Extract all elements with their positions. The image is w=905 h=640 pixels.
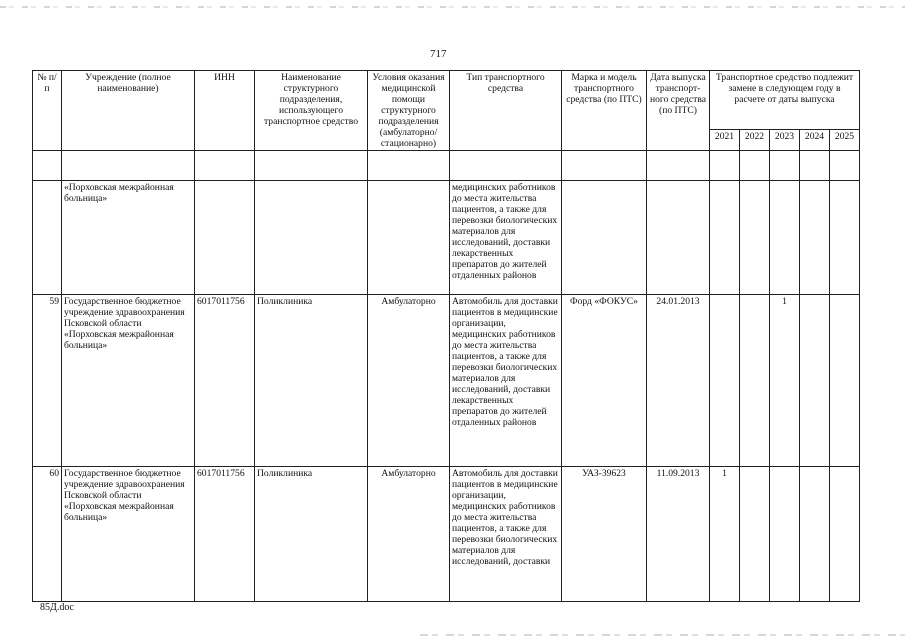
row-mark-2023: 1 [770,295,800,467]
row-institution: «Порховская межрайонная больница» [62,181,195,295]
header-year-2025: 2025 [830,130,860,151]
footer-filename: 85Д.doc [40,602,74,613]
row-conditions [368,181,450,295]
row-mark-2023 [770,467,800,602]
row-mark-2021 [710,181,740,295]
row-brand: Форд «ФОКУС» [562,295,647,467]
row-brand: УАЗ-39623 [562,467,647,602]
row-mark-2024 [800,467,830,602]
row-release-date [647,181,710,295]
row-num: 60 [33,467,62,602]
row-release-date: 24.01.2013 [647,295,710,467]
row-institution: Государственное бюджетное учреждение здравоохранения Псковской области «Порховская межрайонная больница» [62,467,195,602]
header-brand: Марка и модель транспортного средства (по ПТС) [562,71,647,151]
row-conditions: Амбулаторно [368,295,450,467]
row-vehicle-type: Автомобиль для доставки пациентов в медицинские организации, медицинских работников до места жительства пациентов, а также для перевозки биологических материалов для исследований, доставки лекарственных препаратов до жителей отдаленных районов [450,295,562,467]
row-inn: 6017011756 [195,295,255,467]
row-unit: Поликлиника [255,467,368,602]
vehicles-table [32,70,860,602]
row-num: 59 [33,295,62,467]
scan-artifact-top [0,6,905,8]
header-year-2022: 2022 [740,130,770,151]
header-year-2024: 2024 [800,130,830,151]
row-mark-2021 [710,295,740,467]
row-mark-2023 [770,181,800,295]
row-mark-2025 [830,295,860,467]
row-mark-2022 [740,181,770,295]
row-mark-2024 [800,181,830,295]
row-vehicle-type: медицинских работников до места жительства пациентов, а также для перевозки биологических материалов для исследований, доставки лекарственных препаратов до жителей отдаленных районов [450,181,562,295]
row-unit [255,181,368,295]
row-mark-2021: 1 [710,467,740,602]
row-institution: Государственное бюджетное учреждение здравоохранения Псковской области «Порховская межрайонная больница» [62,295,195,467]
row-release-date: 11.09.2013 [647,467,710,602]
header-unit: Наименование структурного подразделения, использующего транспортное средство [255,71,368,151]
header-year-2021: 2021 [710,130,740,151]
table-row [33,467,860,602]
header-conditions: Условия оказания медицинской помощи структурного подразделения (амбулаторно/ стационарно) [368,71,450,151]
row-num [33,181,62,295]
header-year-2023: 2023 [770,130,800,151]
header-num: № п/п [33,71,62,151]
header-replacement: Транспортное средство подлежит замене в следующем году в расчете от даты выпуска [710,71,860,130]
table-row [33,295,860,467]
header-release-date: Дата выпуска транспорт-ного средства (по ПТС) [647,71,710,151]
header-inn: ИНН [195,71,255,151]
row-mark-2025 [830,181,860,295]
row-mark-2025 [830,467,860,602]
row-mark-2022 [740,295,770,467]
row-inn: 6017011756 [195,467,255,602]
header-institution: Учреждение (полное наименование) [62,71,195,151]
header-vehicle-type: Тип транспортного средства [450,71,562,151]
row-brand [562,181,647,295]
row-inn [195,181,255,295]
table-row [33,181,860,295]
row-unit: Поликлиника [255,295,368,467]
row-mark-2024 [800,295,830,467]
row-conditions: Амбулаторно [368,467,450,602]
scan-artifact-bottom [420,634,905,636]
page-number: 717 [430,48,447,60]
row-mark-2022 [740,467,770,602]
row-vehicle-type: Автомобиль для доставки пациентов в медицинские организации, медицинских работников до места жительства пациентов, а также для перевозки биологических материалов для исследований, доставки [450,467,562,602]
